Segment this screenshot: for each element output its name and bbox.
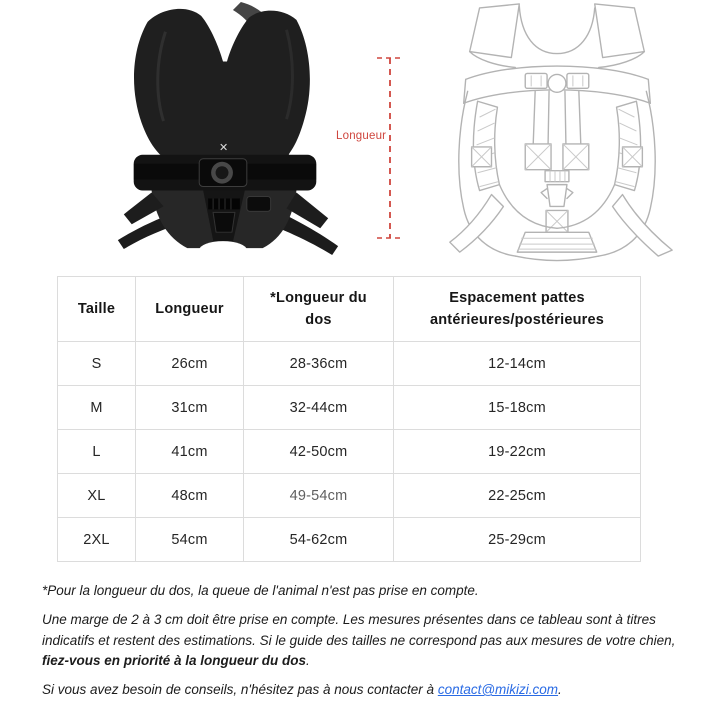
cell-espacement: 25-29cm: [394, 518, 641, 562]
size-table: [57, 276, 641, 562]
col-header-espacement: Espacement pattes antérieures/postérieures: [394, 277, 641, 342]
col-header-longueur-dos: *Longueur du dos: [244, 277, 394, 342]
cell-longueur: 31cm: [136, 386, 244, 430]
note-text: Une marge de 2 à 3 cm doit être prise en compte. Les mesures présentes dans ce tableau sont à titres indicatifs et restent des estimations. Si le guide des tailles ne correspond pas aux mesures de votre chien,: [42, 612, 676, 648]
cell-longueur: 48cm: [136, 474, 244, 518]
col-header-taille: Taille: [58, 277, 136, 342]
cell-longueur-dos: 49-54cm: [244, 474, 394, 518]
note-text: Si vous avez besoin de conseils, n'hésitez pas à nous contacter à: [42, 682, 438, 697]
table-row-xl: [58, 474, 641, 518]
cell-longueur: 54cm: [136, 518, 244, 562]
cell-longueur-dos: 54-62cm: [244, 518, 394, 562]
cell-espacement: 22-25cm: [394, 474, 641, 518]
note-text: .: [306, 652, 310, 668]
notes-section: [42, 581, 700, 709]
cell-taille: L: [58, 430, 136, 474]
cell-taille: M: [58, 386, 136, 430]
table-row-s: [58, 342, 641, 386]
contact-email-link[interactable]: contact@mikizi.com: [437, 682, 559, 697]
brand-logo-icon: ✕: [219, 141, 229, 154]
cell-longueur-dos: 28-36cm: [244, 342, 394, 386]
note-back-length: [42, 581, 700, 601]
cell-longueur-dos: 32-44cm: [244, 386, 394, 430]
cell-taille: S: [58, 342, 136, 386]
cell-taille: 2XL: [58, 518, 136, 562]
note-margin: [42, 610, 700, 671]
product-sketch-backpack: [404, 0, 710, 268]
note-text-bold: fiez-vous en priorité à la longueur du dos: [42, 652, 307, 668]
cell-espacement: 15-18cm: [394, 386, 641, 430]
col-header-longueur: Longueur: [136, 277, 244, 342]
length-dimension-label: Longueur: [336, 130, 387, 142]
product-photo-backpack: [104, 2, 346, 256]
note-text: .: [558, 682, 562, 697]
cell-espacement: 12-14cm: [394, 342, 641, 386]
note-text: *Pour la longueur du dos, la queue de l'animal n'est pas prise en compte.: [42, 583, 479, 598]
length-dimension-line: [376, 53, 406, 243]
cell-taille: XL: [58, 474, 136, 518]
cell-espacement: 19-22cm: [394, 430, 641, 474]
note-contact: [42, 680, 700, 700]
size-table-header-row: [58, 277, 641, 342]
table-row-m: [58, 386, 641, 430]
table-row-l: [58, 430, 641, 474]
table-row-2xl: [58, 518, 641, 562]
product-images-section: [0, 0, 720, 270]
cell-longueur: 41cm: [136, 430, 244, 474]
cell-longueur-dos: 42-50cm: [244, 430, 394, 474]
cell-longueur: 26cm: [136, 342, 244, 386]
